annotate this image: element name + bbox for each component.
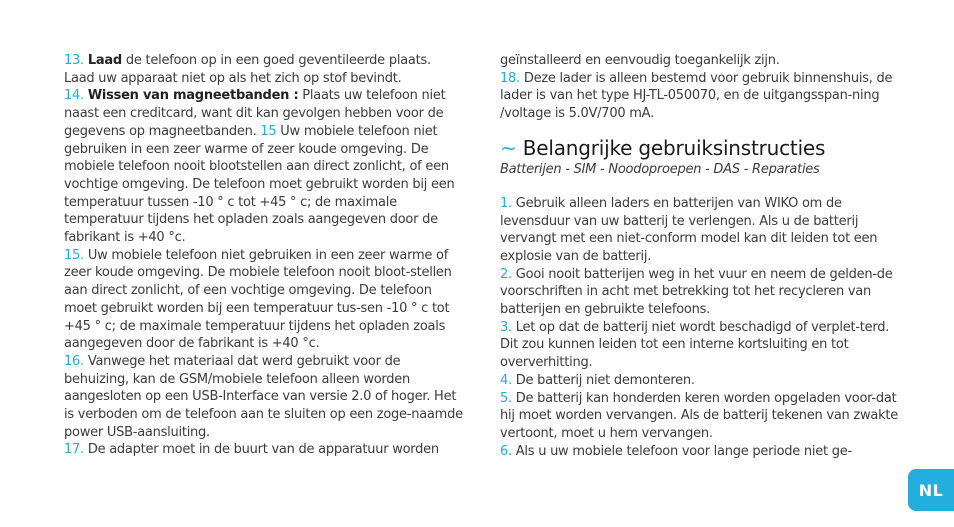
instruction-list xyxy=(500,195,900,461)
list-item xyxy=(500,266,900,319)
list-item xyxy=(500,195,900,266)
item-keyword: Wissen van magneetbanden : xyxy=(87,88,299,104)
paragraph-13 xyxy=(64,52,464,87)
item-number: 3. xyxy=(500,319,512,335)
item-text: De adapter moet in de buurt van de apparatuur worden xyxy=(83,442,439,458)
section-subheading: Batterijen - SIM - Noodoproepen - DAS - Reparaties xyxy=(500,161,820,177)
paragraph-16 xyxy=(64,353,464,442)
item-text: Let op dat de batterij niet wordt beschadigd of verplet-terd. Dit zou kunnen leiden tot een interne kortsluiting en tot oververhitting. xyxy=(500,319,890,371)
item-number: 4. xyxy=(500,372,512,388)
item-text: Als u uw mobiele telefoon voor lange periode niet ge- xyxy=(511,443,852,459)
item-number: 18. xyxy=(500,70,520,86)
item-number: 2. xyxy=(500,266,512,282)
heading-text: Belangrijke gebruiksinstructies xyxy=(516,135,826,160)
paragraph-14 xyxy=(64,87,464,246)
item-number: 1. xyxy=(500,195,512,211)
list-item xyxy=(500,443,900,461)
item-text: De batterij kan honderden keren worden opgeladen voor-dat hij moet worden vervangen. Als de batterij tekenen van zwakte vertoont, moet u hem vervangen. xyxy=(500,390,898,441)
heading-tilde: ~ xyxy=(500,135,517,160)
right-column xyxy=(500,52,900,460)
item-text: Plaats uw telefoon niet naast een creditcard, want dit kan gevolgen hebben voor de gegevens op magneetbanden. xyxy=(64,88,446,139)
item-number: 14. xyxy=(64,88,84,104)
section-heading xyxy=(500,135,900,161)
item-text: Vanwege het materiaal dat werd gebruikt voor de behuizing, kan de GSM/mobiele telefoon alleen worden aangesloten op een USB-Interface van versie 2.0 of hoger. Het is verboden om de telefoon aan te sluiten op een zoge-naamde power USB-aansluiting. xyxy=(64,353,463,440)
item-text: De batterij niet demonteren. xyxy=(511,372,695,388)
item-number: 17. xyxy=(64,442,84,458)
language-badge: NL xyxy=(908,469,954,511)
list-item xyxy=(500,319,900,372)
item-number-inline: 15 xyxy=(260,123,277,139)
item-number: 5. xyxy=(500,390,512,406)
item-text: Gooi nooit batterijen weg in het vuur en neem de gelden-de voorschriften in acht met betrekking tot het recycleren van batterijen en gebruikte telefoons. xyxy=(500,266,893,318)
paragraph-18 xyxy=(500,70,900,123)
item-text: Gebruik alleen laders en batterijen van WIKO om de levensduur van uw batterij te verlengen. Als u de batterij vervangt met een niet-conform model kan dit leiden tot een explosie van de batterij. xyxy=(500,195,878,264)
paragraph-17-continued: geïnstalleerd en eenvoudig toegankelijk zijn. xyxy=(500,53,780,68)
item-keyword: Laad xyxy=(87,53,122,68)
paragraph-15 xyxy=(64,247,464,353)
left-column xyxy=(64,52,464,459)
item-text: de telefoon op in een goed geventileerde plaats. Laad uw apparaat niet op als het zich op stof bevindt. xyxy=(64,53,431,86)
item-number: 16. xyxy=(64,353,84,369)
list-item xyxy=(500,390,900,443)
item-text-continued: Uw mobiele telefoon niet gebruiken in een zeer warme of zeer koude omgeving. De mobiele telefoon nooit blootstellen aan direct zonlicht, of een vochtige omgeving. De telefoon moet gebruikt worden bij een temperatuur tussen -10 ° c tot +45 ° c; de maximale temperatuur tijdens het opladen zoals aangegeven door de fabrikant is +40 °c. xyxy=(64,123,455,246)
item-number: 6. xyxy=(500,443,512,459)
item-text: Deze lader is alleen bestemd voor gebruik binnenshuis, de lader is van het type HJ-TL-050070, en de uitgangsspan-ning /voltage is 5.0V/700 mA. xyxy=(500,70,893,122)
item-number: 15. xyxy=(64,247,84,263)
item-text: Uw mobiele telefoon niet gebruiken in een zeer warme of zeer koude omgeving. De mobiele telefoon nooit bloot-stellen aan direct zonlicht, of een vochtige omgeving. De telefoon moet gebruikt worden bij een temperatuur tus-sen -10 ° c tot +45 ° c; de maximale temperatuur tijdens het opladen zoals aangegeven door de fabrikant is +40 °c. xyxy=(64,247,452,352)
list-item xyxy=(500,372,900,390)
paragraph-17 xyxy=(64,441,464,459)
item-number: 13. xyxy=(64,53,84,68)
